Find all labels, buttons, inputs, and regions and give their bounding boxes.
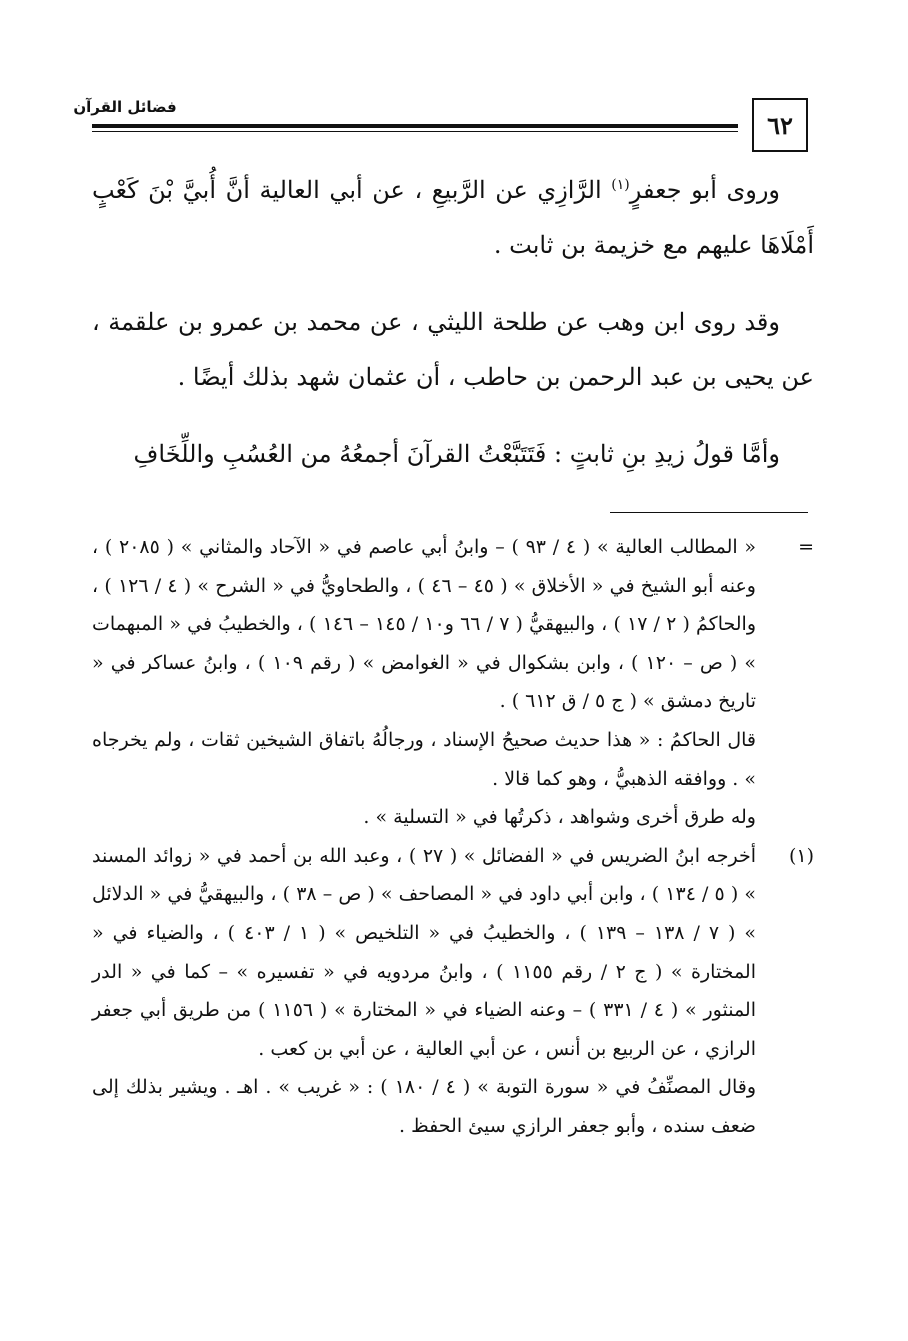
footnote-continuation: [92, 528, 814, 837]
footnote-text: قال الحاكمُ : « هذا حديث صحيحُ الإسناد ، ورجالُهُ باتفاق الشيخين ثقات ، ولم يخرجاه » . ووافقه الذهبيُّ ، وهو كما قالا .: [92, 728, 756, 790]
footnote-author-note: [92, 1068, 814, 1145]
paragraph-text: الرَّازِي عن الرَّبيعِ ، عن أبي العالية أنَّ أُبيَّ بْنَ كَعْبٍ أَمْلَاهَا عليهم مع خزيمة بن ثابت .: [92, 176, 814, 259]
header-rule-thin: [92, 131, 738, 132]
footnote-text: وقال المصنِّفُ في « سورة التوبة » ( ٤ / ١٨٠ ) : « غريب » . اهـ . ويشير بذلك إلى ضعف سنده ، وأبو جعفر الرازي سيئ الحفظ .: [92, 1076, 757, 1137]
footnote-continuation-marker: =: [798, 536, 814, 558]
footnote-body: [92, 528, 756, 837]
footnote-text: أخرجه ابنُ الضريس في « الفضائل » ( ٢٧ ) ، وعبد الله بن أحمد في « زوائد المسند » ( ٥ / ١٣٤ ) ، وابن أبي داود في « المصاحف » ( ص – ٣٨ ) ، والبيهقيُّ في « الدلائل » ( ٧ / ١٣٨ – ١٣٩ ) ، والخطيبُ في « التلخيص » ( ١ / ٤٠٣ ) ، والضياء في « المختارة » ( ج ٢ / رقم ١١٥٥ ) ، وابنُ مردويه في « تفسيره » – كما في « الدر المنثور » ( ٤ / ٣٣١ ) – وعنه الضياء في « المختارة » ( ١١٥٦ ) من طريق أبي جعفر الرازي ، عن الربيع بن أنس ، عن أبي العالية ، عن أبي بن كعب .: [92, 844, 757, 1060]
paragraph: [92, 163, 814, 273]
footnote-1: [92, 837, 814, 1069]
page-number: ٦٢: [752, 98, 808, 152]
header-rule-thick: [92, 124, 738, 128]
footnote-text: وله طرق أخرى وشواهد ، ذكرتُها في « التسلية » .: [363, 806, 756, 829]
paragraph: وقد روى ابن وهب عن طلحة الليثي ، عن محمد بن عمرو بن علقمة ، عن يحيى بن عبد الرحمن بن حاطب ، أن عثمان شهد بذلك أيضًا .: [92, 308, 814, 391]
main-text: [92, 163, 814, 482]
footnote-separator: [610, 512, 808, 513]
footnote-marker: (١): [788, 844, 814, 867]
paragraph-text: وروى أبو جعفرٍ: [629, 176, 781, 204]
paragraph: وأمَّا قولُ زيدِ بنِ ثابتٍ : فَتَتَبَّعْتُ القرآنَ أجمعُهُ من العُسُبِ واللِّخَافِ: [133, 440, 780, 468]
footnote-text: « المطالب العالية » ( ٤ / ٩٣ ) – وابنُ أبي عاصم في « الآحاد والمثاني » ( ٢٠٨٥ ) ، وعنه أبو الشيخ في « الأخلاق » ( ٤٥ – ٤٦ ) ، والطحاويُّ في « الشرح » ( ٤ / ١٢٦ ) ، والحاكمُ ( ٢ / ١٧ ) ، والبيهقيُّ ( ٧ / ٦٦ و١٠ / ١٤٥ – ١٤٦ ) ، والخطيبُ في « المبهمات » ( ص – ١٢٠ ) ، وابن بشكوال في « الغوامض » ( رقم ١٠٩ ) ، وابنُ عساكر في « تاريخ دمشق » ( ج ٥ / ق ٦١٢ ) .: [92, 536, 757, 713]
footnotes: [92, 528, 814, 1146]
footnote-body: [92, 837, 756, 1069]
running-title: فضائل القرآن: [73, 98, 177, 116]
footnote-reference: (١): [611, 177, 630, 193]
